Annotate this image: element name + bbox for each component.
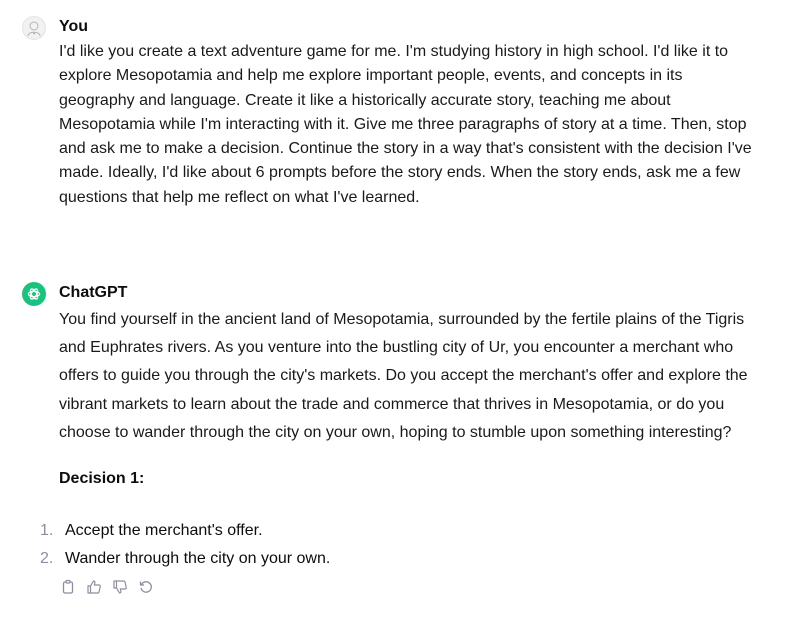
option-number: 1. — [40, 522, 54, 539]
thumbs-up-icon — [86, 579, 102, 595]
regenerate-icon — [138, 579, 154, 595]
list-item — [40, 545, 330, 573]
list-item — [40, 517, 330, 545]
chatgpt-avatar — [22, 282, 46, 306]
regenerate-button[interactable] — [137, 578, 155, 596]
user-avatar — [22, 16, 46, 40]
copy-button[interactable] — [59, 578, 77, 596]
thumbs-up-button[interactable] — [85, 578, 103, 596]
user-avatar-icon — [25, 19, 43, 37]
message-actions — [59, 578, 155, 596]
thumbs-down-icon — [112, 579, 128, 595]
copy-icon — [60, 579, 76, 595]
option-text: Wander through the city on your own. — [65, 550, 331, 567]
option-text: Accept the merchant's offer. — [65, 522, 263, 539]
user-author-label: You — [59, 18, 89, 35]
user-message-text: I'd like you create a text adventure game for me. I'm studying history in high school. I'd like it to explore Mesopotamia and help me explore important people, events, and concepts in its geography and language. Create it like a historically accurate story, teaching me about Mesopotamia while I'm interacting with it. Give me three paragraphs of story at a time. Then, stop and ask me to make a decision. Continue the story in a way that's consistent with the decision I've made. Ideally, I'd like about 6 prompts before the story ends. When the story ends, ask me a few questions that help me reflect on what I've learned. — [59, 43, 752, 206]
decision-heading: Decision 1: — [59, 470, 145, 487]
assistant-author-label: ChatGPT — [59, 284, 128, 301]
options-list — [40, 517, 330, 573]
thumbs-down-button[interactable] — [111, 578, 129, 596]
assistant-message-text: You find yourself in the ancient land of Mesopotamia, surrounded by the fertile plains of the Tigris and Euphrates rivers. As you venture into the bustling city of Ur, you encounter a merchant who offers to guide you through the city's markets. Do you accept the merchant's offer and explore the vibrant markets to learn about the trade and commerce that thrives in Mesopotamia, or do you choose to wander through the city on your own, hoping to stumble upon something interesting? — [59, 311, 748, 441]
option-number: 2. — [40, 550, 54, 567]
openai-logo-icon — [26, 286, 42, 302]
